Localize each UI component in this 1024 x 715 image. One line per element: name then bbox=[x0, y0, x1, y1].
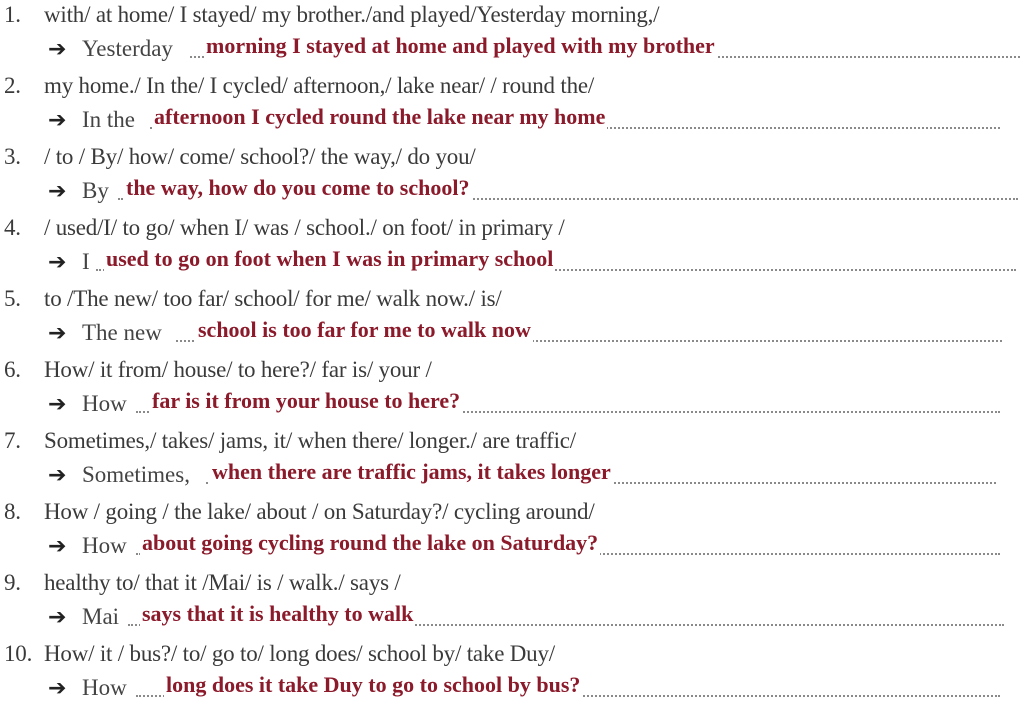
answer-lead-word: In the bbox=[82, 107, 136, 132]
item-number: 1. bbox=[4, 2, 21, 27]
exercise-item-6 bbox=[0, 355, 1024, 426]
answer-line bbox=[48, 107, 135, 133]
answer-line bbox=[48, 604, 119, 630]
handwritten-answer: says that it is healthy to walk bbox=[142, 601, 414, 626]
item-prompt bbox=[4, 428, 576, 454]
item-prompt bbox=[4, 357, 432, 383]
scrambled-words: How / going / the lake/ about / on Saturday?/ cycling around/ bbox=[44, 499, 595, 524]
arrow-icon: ➔ bbox=[48, 108, 67, 133]
item-number: 4. bbox=[4, 215, 21, 240]
arrow-icon: ➔ bbox=[48, 179, 67, 204]
exercise-item-9 bbox=[0, 568, 1024, 639]
answer-line bbox=[48, 320, 162, 346]
arrow-icon: ➔ bbox=[48, 463, 67, 488]
answer-line bbox=[48, 533, 127, 559]
item-prompt bbox=[4, 2, 659, 28]
handwritten-answer: when there are traffic jams, it takes longer bbox=[212, 459, 611, 484]
handwritten-answer: about going cycling round the lake on Saturday? bbox=[142, 530, 599, 555]
arrow-icon: ➔ bbox=[48, 392, 67, 417]
scrambled-words: Sometimes,/ takes/ jams, it/ when there/ longer./ are traffic/ bbox=[44, 428, 576, 453]
arrow-icon: ➔ bbox=[48, 534, 67, 559]
answer-lead-word: By bbox=[82, 178, 109, 203]
handwritten-answer: school is too far for me to walk now bbox=[198, 317, 531, 342]
scrambled-words: How/ it from/ house/ to here?/ far is/ your / bbox=[44, 357, 432, 382]
exercise-item-5 bbox=[0, 284, 1024, 355]
arrow-icon: ➔ bbox=[48, 37, 67, 62]
answer-lead-word: How bbox=[82, 391, 127, 416]
scrambled-words: to /The new/ too far/ school/ for me/ walk now./ is/ bbox=[44, 286, 502, 311]
exercise-item-10 bbox=[0, 639, 1024, 710]
exercise-item-2 bbox=[0, 71, 1024, 142]
arrow-icon: ➔ bbox=[48, 676, 67, 701]
item-number: 8. bbox=[4, 499, 21, 524]
handwritten-answer: used to go on foot when I was in primary school bbox=[106, 246, 554, 271]
item-prompt bbox=[4, 73, 594, 99]
handwritten-answer: the way, how do you come to school? bbox=[126, 175, 470, 200]
arrow-icon: ➔ bbox=[48, 250, 67, 275]
answer-line bbox=[48, 462, 190, 488]
handwritten-answer: morning I stayed at home and played with my brother bbox=[206, 33, 715, 58]
item-prompt bbox=[4, 215, 565, 241]
exercise-item-7 bbox=[0, 426, 1024, 497]
answer-line bbox=[48, 178, 109, 204]
item-number: 6. bbox=[4, 357, 21, 382]
item-prompt bbox=[4, 641, 555, 667]
exercise-item-4 bbox=[0, 213, 1024, 284]
scrambled-words: How/ it / bus?/ to/ go to/ long does/ school by/ take Duy/ bbox=[44, 641, 555, 666]
item-prompt bbox=[4, 570, 401, 596]
item-prompt bbox=[4, 144, 476, 170]
answer-lead-word: I bbox=[82, 249, 90, 274]
scrambled-words: with/ at home/ I stayed/ my brother./and played/Yesterday morning,/ bbox=[44, 2, 660, 27]
answer-line bbox=[48, 391, 127, 417]
answer-lead-word: How bbox=[82, 533, 127, 558]
item-prompt bbox=[4, 286, 502, 312]
item-prompt bbox=[4, 499, 595, 525]
exercise-item-8 bbox=[0, 497, 1024, 568]
answer-lead-word: Yesterday bbox=[82, 36, 173, 61]
scrambled-words: healthy to/ that it /Mai/ is / walk./ says / bbox=[44, 570, 401, 595]
answer-lead-word: Mai bbox=[82, 604, 120, 629]
scrambled-words: / used/I/ to go/ when I/ was / school./ on foot/ in primary / bbox=[44, 215, 565, 240]
answer-lead-word: Sometimes, bbox=[82, 462, 190, 487]
handwritten-answer: afternoon I cycled round the lake near my home bbox=[154, 104, 606, 129]
answer-line bbox=[48, 249, 90, 275]
handwritten-answer: far is it from your house to here? bbox=[152, 388, 461, 413]
handwritten-answer: long does it take Duy to go to school by bus? bbox=[166, 672, 581, 697]
answer-lead-word: How bbox=[82, 675, 127, 700]
arrow-icon: ➔ bbox=[48, 605, 67, 630]
answer-lead-word: The new bbox=[82, 320, 162, 345]
item-number: 5. bbox=[4, 286, 21, 311]
answer-line bbox=[48, 675, 127, 701]
scrambled-words: my home./ In the/ I cycled/ afternoon,/ lake near/ / round the/ bbox=[44, 73, 595, 98]
item-number: 9. bbox=[4, 570, 21, 595]
arrow-icon: ➔ bbox=[48, 321, 67, 346]
item-number: 3. bbox=[4, 144, 21, 169]
item-number: 7. bbox=[4, 428, 21, 453]
exercise-item-3 bbox=[0, 142, 1024, 213]
answer-line bbox=[48, 36, 173, 62]
item-number: 2. bbox=[4, 73, 21, 98]
scrambled-words: / to / By/ how/ come/ school?/ the way,/ do you/ bbox=[44, 144, 476, 169]
exercise-item-1 bbox=[0, 0, 1024, 71]
item-number: 10. bbox=[4, 641, 33, 666]
